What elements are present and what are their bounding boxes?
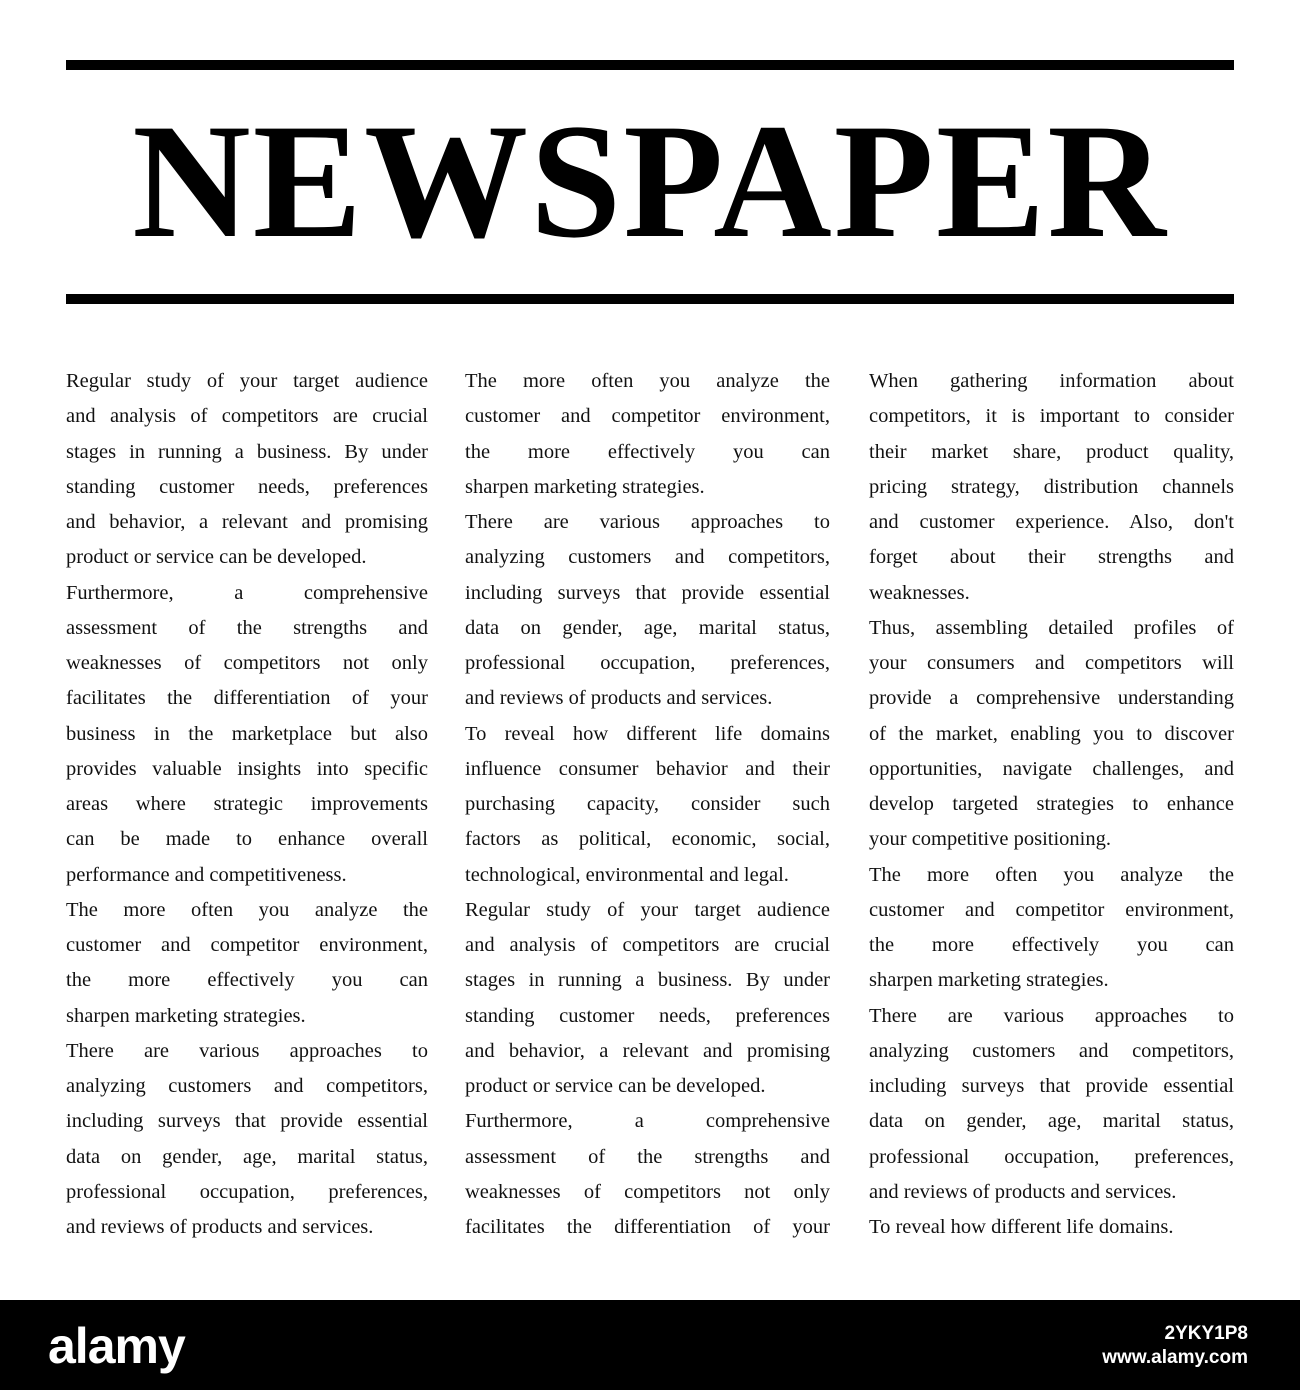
- text-line: standing customer needs, preferences: [66, 475, 428, 498]
- text-line: provides valuable insights into specific: [66, 757, 428, 780]
- text-line: professional occupation, preferences,: [66, 1180, 428, 1203]
- text-line: There are various approaches to: [66, 1039, 428, 1062]
- text-line: influence consumer behavior and their: [465, 757, 830, 780]
- text-line: technological, environmental and legal.: [465, 863, 789, 886]
- text-line: their market share, product quality,: [869, 440, 1234, 463]
- text-line: factors as political, economic, social,: [465, 828, 830, 851]
- text-line: provide a comprehensive understanding: [869, 687, 1234, 710]
- text-line: professional occupation, preferences,: [869, 1145, 1234, 1168]
- image-credit: [1102, 1322, 1248, 1370]
- text-line: your competitive positioning.: [869, 828, 1111, 851]
- text-line: data on gender, age, marital status,: [465, 616, 830, 639]
- text-line: including surveys that provide essential: [465, 581, 830, 604]
- text-line: areas where strategic improvements: [66, 793, 428, 815]
- article-column-1: [66, 364, 428, 1245]
- text-line: the more effectively you can: [869, 934, 1234, 956]
- watermark-footer: [0, 1300, 1300, 1390]
- text-line: opportunities, navigate challenges, and: [869, 757, 1234, 780]
- text-line: facilitates the differentiation of your: [465, 1216, 830, 1238]
- text-line: Regular study of your target audience: [66, 370, 428, 392]
- text-line: facilitates the differentiation of your: [66, 687, 428, 710]
- text-line: competitors, it is important to consider: [869, 405, 1234, 428]
- text-line: and analysis of competitors are crucial: [66, 405, 428, 428]
- text-line: the more effectively you can: [66, 969, 428, 992]
- text-line: assessment of the strengths and: [66, 616, 428, 639]
- text-line: sharpen marketing strategies.: [465, 475, 705, 498]
- text-line: customer and competitor environment,: [465, 405, 830, 428]
- image-id: 2YKY1P8: [1164, 1323, 1248, 1344]
- text-line: and reviews of products and services.: [869, 1180, 1177, 1203]
- text-line: There are various approaches to: [465, 511, 830, 533]
- text-line: professional occupation, preferences,: [465, 652, 830, 674]
- text-line: weaknesses of competitors not only: [465, 1180, 830, 1203]
- text-line: assessment of the strengths and: [465, 1145, 830, 1168]
- text-line: of the market, enabling you to discover: [869, 722, 1234, 745]
- text-line: sharpen marketing strategies.: [869, 969, 1109, 992]
- text-line: pricing strategy, distribution channels: [869, 475, 1234, 498]
- masthead-bottom-rule: [66, 294, 1234, 304]
- text-line: including surveys that provide essential: [66, 1110, 428, 1133]
- text-line: Furthermore, a comprehensive: [66, 581, 428, 604]
- text-line: When gathering information about: [869, 370, 1234, 392]
- text-line: The more often you analyze the: [869, 863, 1234, 886]
- text-line: and reviews of products and services.: [465, 687, 773, 710]
- text-line: and analysis of competitors are crucial: [465, 934, 830, 956]
- text-line: To reveal how different life domains.: [869, 1216, 1174, 1238]
- text-line: The more often you analyze the: [465, 370, 830, 392]
- article-column-3: [869, 364, 1234, 1245]
- text-line: develop targeted strategies to enhance: [869, 793, 1234, 815]
- text-line: The more often you analyze the: [66, 898, 428, 921]
- article-column-2: [465, 364, 830, 1245]
- text-line: performance and competitiveness.: [66, 863, 347, 886]
- text-line: analyzing customers and competitors,: [66, 1075, 428, 1097]
- text-line: including surveys that provide essential: [869, 1075, 1234, 1097]
- text-line: can be made to enhance overall: [66, 828, 428, 851]
- text-line: and behavior, a relevant and promising: [66, 511, 428, 533]
- text-line: standing customer needs, preferences: [465, 1004, 830, 1027]
- text-line: weaknesses of competitors not only: [66, 652, 428, 674]
- text-line: forget about their strengths and: [869, 546, 1234, 569]
- text-line: and behavior, a relevant and promising: [465, 1039, 830, 1062]
- text-line: product or service can be developed.: [465, 1075, 766, 1097]
- text-line: customer and competitor environment,: [869, 898, 1234, 921]
- masthead-title: NEWSPAPER: [132, 91, 1168, 272]
- text-line: Furthermore, a comprehensive: [465, 1110, 830, 1133]
- text-line: stages in running a business. By under: [465, 969, 830, 992]
- text-line: your consumers and competitors will: [869, 652, 1234, 674]
- text-line: sharpen marketing strategies.: [66, 1004, 306, 1027]
- text-line: To reveal how different life domains: [465, 722, 830, 745]
- text-line: and customer experience. Also, don't: [869, 511, 1234, 533]
- text-line: and reviews of products and services.: [66, 1216, 374, 1238]
- text-line: product or service can be developed.: [66, 546, 367, 569]
- text-line: customer and competitor environment,: [66, 934, 428, 956]
- text-line: analyzing customers and competitors,: [869, 1039, 1234, 1062]
- text-line: analyzing customers and competitors,: [465, 546, 830, 569]
- text-line: There are various approaches to: [869, 1004, 1234, 1027]
- text-line: data on gender, age, marital status,: [66, 1145, 428, 1168]
- text-line: stages in running a business. By under: [66, 440, 428, 463]
- text-line: purchasing capacity, consider such: [465, 793, 830, 815]
- text-line: Regular study of your target audience: [465, 898, 830, 921]
- text-line: business in the marketplace but also: [66, 722, 428, 745]
- site-url: www.alamy.com: [1102, 1347, 1248, 1368]
- alamy-logo: alamy: [48, 1318, 185, 1374]
- text-line: Thus, assembling detailed profiles of: [869, 616, 1234, 639]
- text-line: the more effectively you can: [465, 440, 830, 463]
- masthead-top-rule: [66, 60, 1234, 70]
- text-line: weaknesses.: [869, 581, 970, 604]
- text-line: data on gender, age, marital status,: [869, 1110, 1234, 1133]
